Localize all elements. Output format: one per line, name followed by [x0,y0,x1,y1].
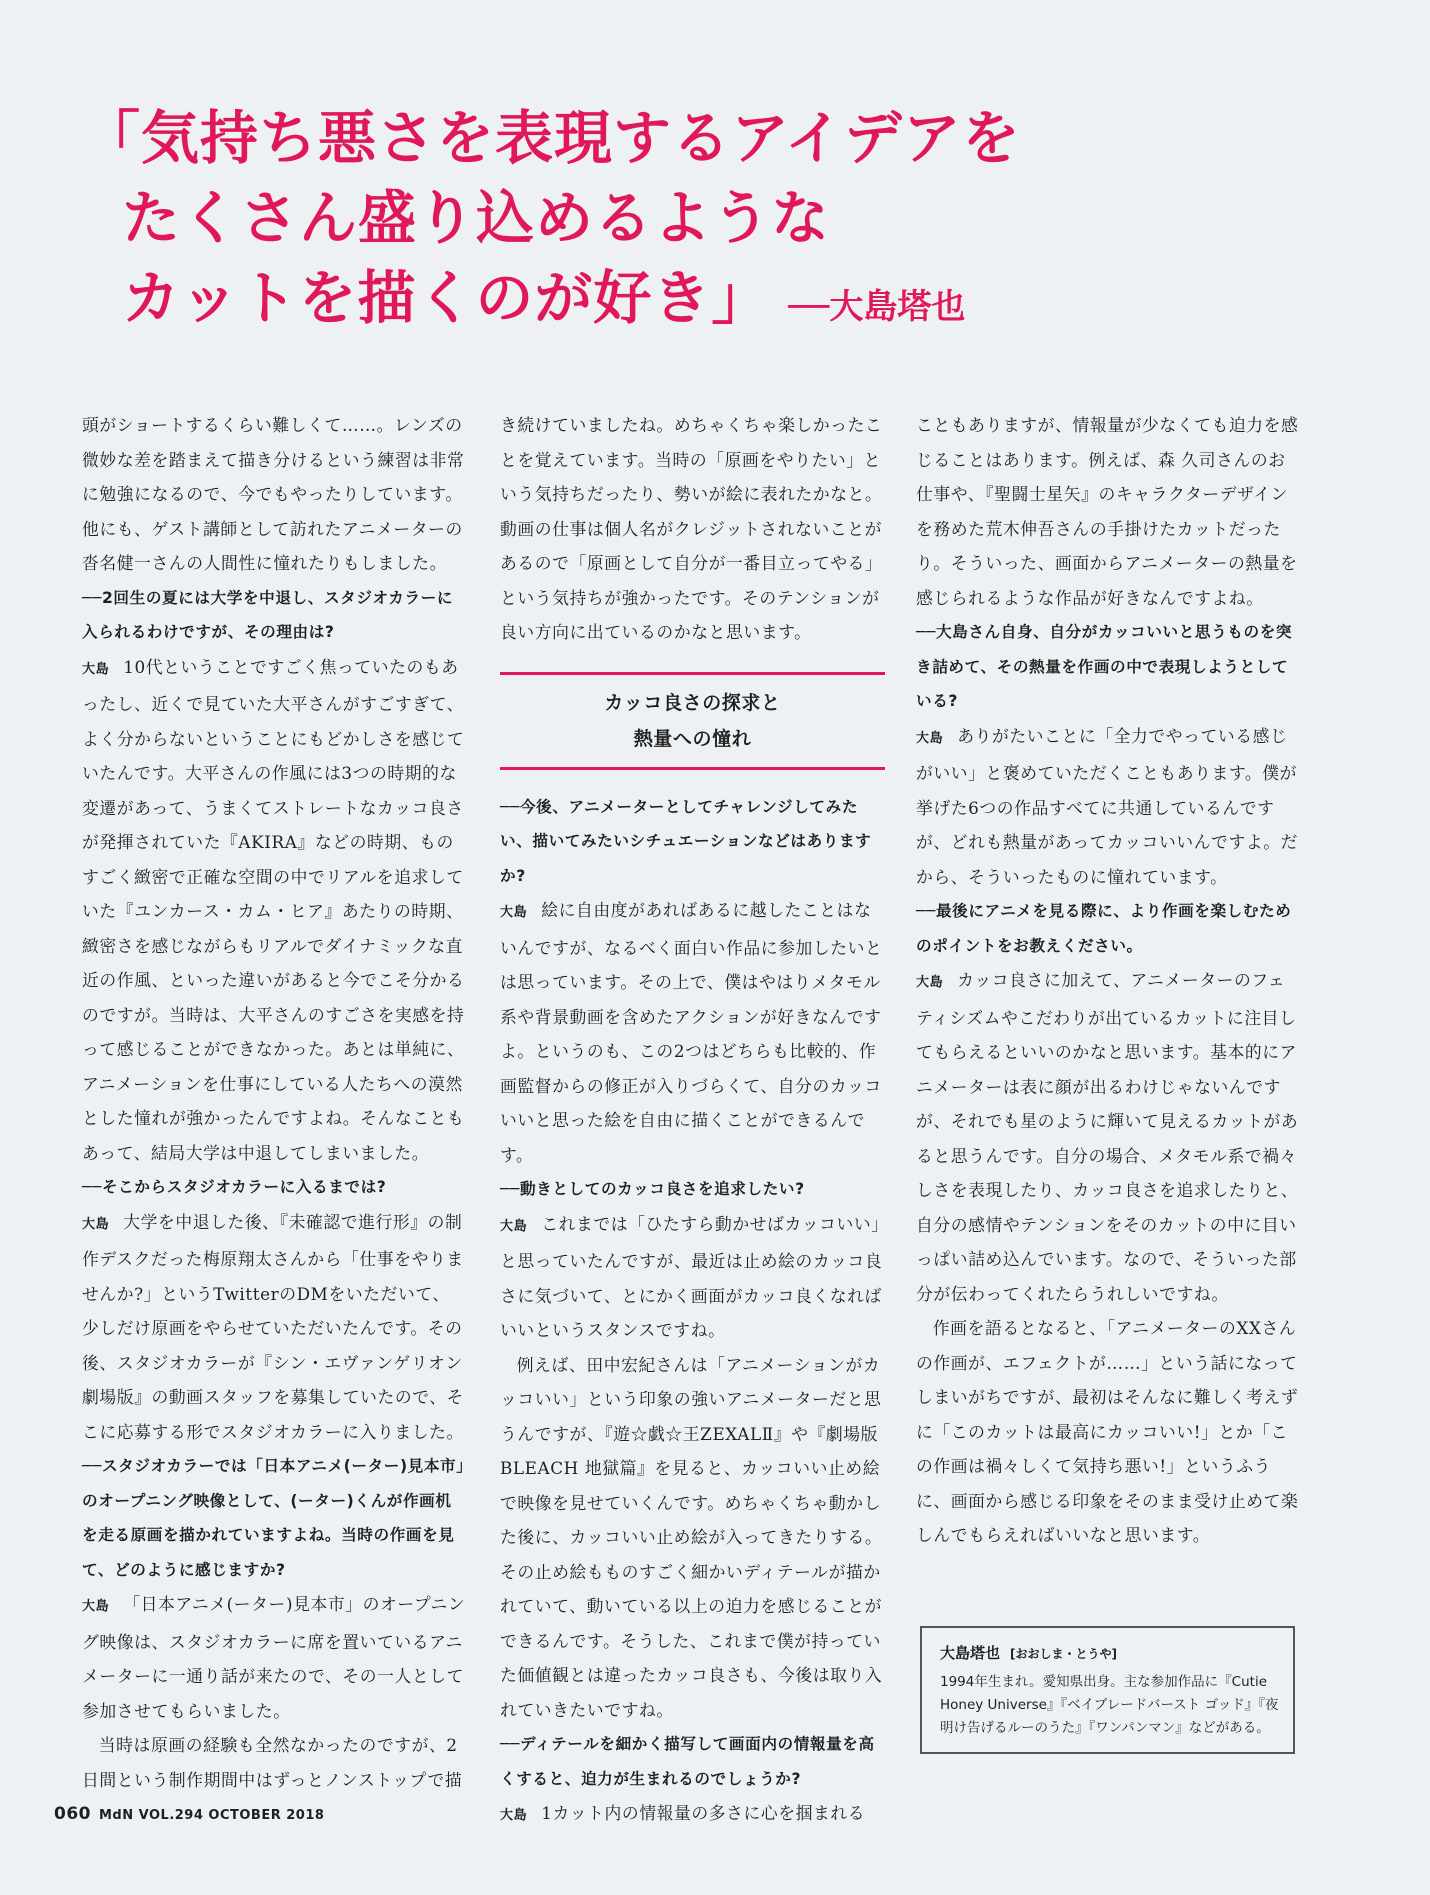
interview-answer [82,650,467,1171]
interview-answer [500,1207,885,1348]
page-number: 060 [54,1804,91,1824]
article-column-1 [82,408,467,1797]
interview-question: ──最後にアニメを見る際に、より作画を楽しむためのポイントをお教えください。 [916,902,1292,955]
paragraph: 例えば、田中宏紀さんは「アニメーションがカッコいい」という印象の強いアニメーターだと思うんですが、『遊☆戯☆王ZEXALⅡ』や『劇場版BLEACH 地獄篇』を見ると、カッコいい止め絵で映像を見せていくんです。めちゃくちゃ動かした後に、カッコいい止め絵が入ってきたりする。その止め絵もものすごく細かいディテールが描かれていて、動いている以上の迫力を感じることができるんです。そうした、これまで僕が持っていた価値観とは違ったカッコ良さも、今後は取り入れていきたいですね。 [500,1354,883,1720]
profile-bracket-left [920,1626,932,1754]
profile-box [920,1626,1295,1754]
interview-answer [916,719,1301,895]
article-column-2 [500,408,885,1834]
speaker-label: 大島 [82,1599,110,1614]
profile-heading [940,1640,1283,1667]
answer-text: 絵に自由度があればあるに越したことはないんですが、なるべく面白い作品に参加したいとは思っています。その上で、僕はやはりメタモル系や背景動画を含めたアクションが好きなんですよ。というのも、この2つはどちらも比較的、作画監督からの修正が入りづらくて、自分のカッコいいと思った絵を自由に描くことができるんです。 [500,900,883,1165]
speaker-label: 大島 [916,730,944,746]
headline-line-3-text: カットを描くのが好き」 [122,264,771,332]
answer-text: これまでは「ひたすら動かせばカッコいい」と思っていたんですが、最近は止め絵のカッコ良さに気づいて、とにかく画面がカッコ良くなればいいというスタンスですね。 [500,1213,883,1340]
paragraph: 作画を語るとなると、「アニメーターのXXさんの作画が、エフェクトが……」という話になってしまいがちですが、最初はそんなに難しく考えずに「このカットは最高にカッコいい!」とか「この作画は禍々しくて気持ち悪い!」というふうに、画面から感じる印象をそのまま受け止めて楽しんでもらえればいいなと思います。 [916,1318,1299,1545]
paragraph: 頭がショートするくらい難しくて……。レンズの微妙な差を踏まえて描き分けるという練習は非常に勉強になるので、今でもやったりしています。他にも、ゲスト講師として訪れたアニメーターの沓名健一さんの人間性に憧れたりもしました。 [82,415,465,573]
interview-question: ──スタジオカラーでは「日本アニメ(ーター)見本市」のオープニング映像として、(ーター)くんが作画机を走る原画を描かれていますよね。当時の作画を見て、どのように感じますか? [82,1457,465,1579]
interview-answer [500,893,885,1172]
interview-question: ──今後、アニメーターとしてチャレンジしてみたい、描いてみたいシチュエーションなどはありますか? [500,797,872,885]
page-footer [54,1804,324,1824]
interview-question: ──動きとしてのカッコ良さを追求したい? [500,1180,805,1198]
profile-reading: [おおしま・とうや] [1010,1647,1117,1661]
answer-text: 10代ということですごく焦っていたのもあったし、近くで見ていた大平さんがすごすぎて、よく分からないということにもどかしさを感じていたんです。大平さんの作風には3つの時期的な変遷があって、うまくてストレートなカッコ良さが発揮されていた『AKIRA』などの時期、ものすごく緻密で正確な空間の中でリアルを追求していた『ユンカース・カム・ヒア』あたりの時期、緻密さを感じながらもリアルでダイナミックな直近の作風、といった違いがあると今でこそ分かるのですが。当時は、大平さんのすごさを実感を持って感じることができなかった。あとは単純に、アニメーションを仕事にしている人たちへの漠然とした憧れが強かったんですよね。そんなこともあって、結局大学は中退してしまいました。 [82,656,465,1163]
interview-question: ──そこからスタジオカラーに入るまでは? [82,1178,387,1196]
interview-question: ──ディテールを細かく描写して画面内の情報量を高くすると、迫力が生まれるのでしょうか? [500,1735,875,1788]
interview-question: ──大島さん自身、自分がカッコいいと思うものを突き詰めて、その熱量を作画の中で表現しようとしている? [916,623,1293,710]
speaker-label: 大島 [500,1808,528,1823]
headline [82,98,1082,347]
issue-info: MdN VOL.294 OCTOBER 2018 [99,1808,325,1823]
answer-text: 1カット内の情報量の多さに心を掴まれる [541,1803,866,1823]
section-heading [500,672,885,770]
section-heading-line-2: 熱量への憧れ [633,727,752,750]
profile-name: 大島塔也 [940,1644,1001,1662]
speaker-label: 大島 [500,905,528,920]
interview-answer [916,963,1301,1311]
profile-bio: 1994年生まれ。愛知県出身。主な参加作品に『Cutie Honey Universe』『ベイブレードバースト ゴッド』『夜明け告げるルーのうた』『ワンパンマン』などがある。 [940,1674,1279,1736]
headline-line-2: たくさん盛り込めるような [122,184,831,252]
headline-byline: ──大島塔也 [788,287,966,327]
interview-answer [82,1205,467,1450]
speaker-label: 大島 [82,661,110,677]
headline-line-1: 「気持ち悪さを表現するアイデアを [82,104,1021,172]
profile-bracket-right [1283,1626,1295,1754]
interview-question: ──2回生の夏には大学を中退し、スタジオカラーに入られるわけですが、その理由は? [82,588,454,641]
answer-text: 大学を中退した後、『未確認で進行形』の制作デスクだった梅原翔太さんから「仕事をやりませんか?」というTwitterのDMをいただいて、少しだけ原画をやらせていただいたんです。その後、スタジオカラーが『シン・エヴァンゲリオン劇場版』の動画スタッフを募集していたので、そこに応募する形でスタジオカラーに入りました。 [82,1211,465,1442]
speaker-label: 大島 [500,1218,528,1234]
speaker-label: 大島 [916,975,944,990]
article-column-3 [916,408,1301,1553]
answer-text: ありがたいことに「全力でやっている感じがいい」と褒めていただくこともあります。僕が挙げた6つの作品すべてに共通しているんですが、どれも熱量があってカッコいいんですよ。だから、そういったものに憧れています。 [916,725,1299,887]
section-heading-line-1: カッコ良さの探求と [604,691,781,714]
paragraph: こともありますが、情報量が少なくても迫力を感じることはあります。例えば、森 久司さんのお仕事や、『聖闘士星矢』のキャラクターデザインを務めた荒木伸吾さんの手掛けたカットだったり。そういった、画面からアニメーターの熱量を感じられるような作品が好きなんですよね。 [916,415,1299,608]
answer-text: カッコ良さに加えて、アニメーターのフェティシズムやこだわりが出ているカットに注目してもらえるといいのかなと思います。基本的にアニメーターは表に顔が出るわけじゃないんですが、それでも星のように輝いて見えるカットがあると思うんです。自分の場合、メタモル系で禍々しさを表現したり、カッコ良さを追求したりと、自分の感情やテンションをそのカットの中に目いっぱい詰め込んでいます。なので、そういった部分が伝わってくれたらうれしいですね。 [916,970,1299,1304]
paragraph: 当時は原画の経験も全然なかったのですが、2日間という制作期間中はずっとノンストップで描 [82,1735,463,1790]
headline-line-3 [82,258,1082,347]
interview-answer [500,1796,885,1834]
interview-answer [82,1587,467,1728]
answer-text: 「日本アニメ(ーター)見本市」のオープニング映像は、スタジオカラーに席を置いているアニメーターに一通り話が来たので、その一人として参加させてもらいました。 [82,1594,466,1721]
speaker-label: 大島 [82,1216,110,1232]
paragraph: き続けていましたね。めちゃくちゃ楽しかったことを覚えています。当時の「原画をやりたい」という気持ちだったり、勢いが絵に表れたかなと。動画の仕事は個人名がクレジットされないことがあるので「原画として自分が一番目立ってやる」という気持ちが強かったです。そのテンションが良い方向に出ているのかなと思います。 [500,415,883,642]
